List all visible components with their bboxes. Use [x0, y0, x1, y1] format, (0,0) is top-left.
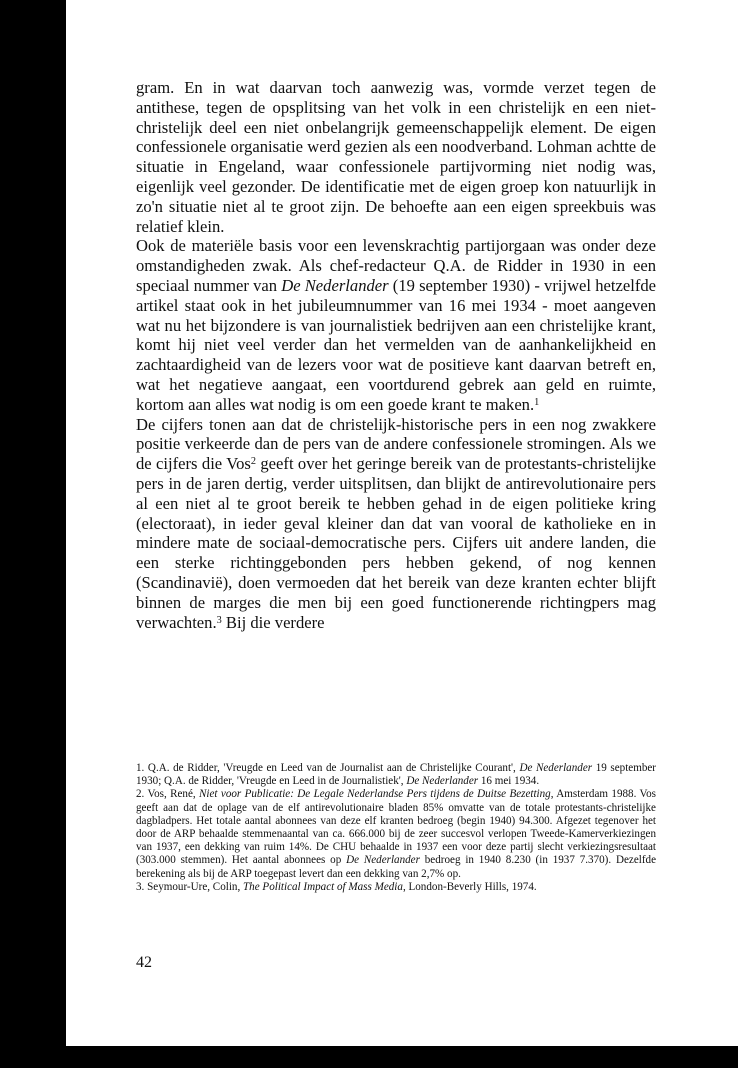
- footnote-ref[interactable]: 3: [216, 614, 222, 626]
- footnote-2: 2. Vos, René, Niet voor Publicatie: De Legale Nederlandse Pers tijdens de Duitse Bezetting, Amsterdam 1988. Vos geeft aan dat de oplage van de elf antirevolutionaire bladen 85% omvatte van de totale protestants-christelijke dagbladpers. Het totale aantal abonnees van deze elf kranten bedroeg (begin 1940) 94.300. Afgezet tegenover het door de ARP behaalde stemmenaantal van ca. 666.000 bij de zeer succesvol verlopen Tweede-Kamerverkiezingen van 1937, een dekking van ruim 14%. De CHU behaalde in 1937 een voor deze partij slecht verkiezingsresultaat (303.000 stemmen). Het aantal abonnees op De Nederlander bedroeg in 1940 8.230 (in 1937 7.370). Dezelfde berekening als bij de ARP toegepast levert dan een dekking van 2,7% op.: [136, 788, 657, 880]
- footnote-ref[interactable]: 2: [250, 456, 256, 467]
- footnote-1: 1. Q.A. de Ridder, 'Vreugde en Leed van de Journalist aan de Christelijke Courant', De Nederlander 19 september 1930; Q.A. de Ridder, 'Vreugde en Leed in de Journalistiek', De Nederlander 16 mei 1934.: [136, 762, 656, 788]
- paragraph: Ook de materiële basis voor een levenskrachtig partijorgaan was onder deze omstandigheden zwak. Als chef-redacteur Q.A. de Ridder in 1930 in een speciaal nummer van De Nederlander (19 september 1930) - vrijwel hetzelfde artikel staat ook in het jubileumnummer van 16 mei 1934 - moet aangeven wat nu het bijzondere is van journalistiek bedrijven aan een christelijke krant, komt hij niet veel verder dan het vermelden van de aanhankelijkheid en zachtaardigheid van de lezers voor wat de positieve kant daarvan betreft en, wat het negatieve aangaat, een voortdurend gebrek aan geld en ruimte, kortom aan alles wat nodig is om een goede krant te maken.$^1$: [136, 236, 657, 414]
- footnote-ref[interactable]: 1: [534, 396, 540, 408]
- scan-border-left: [0, 0, 66, 1068]
- paragraph: gram. En in wat daarvan toch aanwezig was, vormde verzet tegen de antithese, tegen de opsplitsing van het volk in een christelijk en een niet-christelijk deel een niet onbelangrijk gemeenschappelijk element. De eigen confessionele organisatie werd gezien als een noodverband. Lohman achtte de situatie in Engeland, waar confessionele partijvorming niet nodig was, eigenlijk veel gezonder. De identificatie met de eigen groep kon natuurlijk in zo'n situatie niet al te groot zijn. De behoefte aan een eigen spreekbuis was relatief klein.: [136, 78, 656, 236]
- scan-border-bottom: [66, 1046, 738, 1068]
- journal-title: De Nederlander: [281, 275, 389, 295]
- footnote-3: 3. Seymour-Ure, Colin, The Political Impact of Mass Media, London-Beverly Hills, 1974.: [136, 880, 537, 893]
- paragraph: De cijfers tonen aan dat de christelijk-historische pers in een nog zwakkere positie verkeerde dan de pers van de andere confessionele stromingen. Als we de cijfers die Vos$^2$ geeft over het geringe bereik van de protestants-christelijke pers in de jaren dertig, verder uitsplitsen, dan blijkt de antirevolutionaire pers al een niet al te groot bereik te hebben gehad in de eigen politieke kring (electoraat), in ieder geval kleiner dan dat van vooral de katholieke en in mindere mate de sociaal-democratische pers. Cijfers uit andere landen, die een sterke richtinggebonden pers hebben gekend, of nog kennen (Scandinavië), doen vermoeden dat het bereik van deze kranten echter blijft binnen de marges die men bij een goed functionerende richtingpers mag verwachten.$^3$ Bij die verdere: [136, 414, 656, 632]
- footnotes: [136, 762, 656, 894]
- main-text: [136, 78, 656, 632]
- page-number: 42: [136, 954, 152, 971]
